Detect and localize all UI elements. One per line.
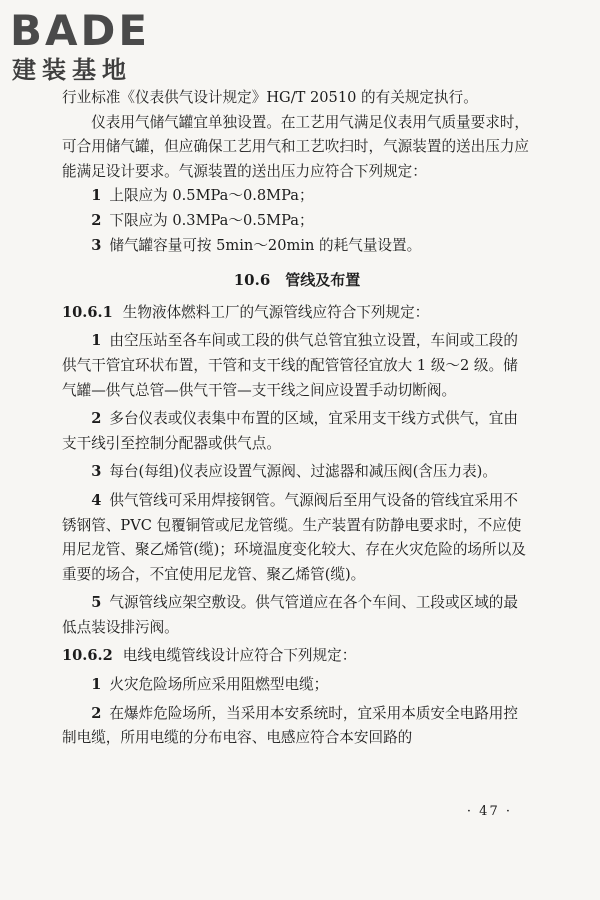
- item-number: 1: [91, 332, 102, 350]
- item-number: 3: [91, 236, 102, 254]
- clause-text: 电线电缆管线设计应符合下列规定：: [122, 647, 357, 665]
- item-text: 储气罐容量可按 5min～20min 的耗气量设置。: [109, 236, 422, 254]
- page-number: · 47 ·: [466, 804, 512, 819]
- intro-paragraph: 仪表用气储气罐宜单独设置。在工艺用气满足仪表用气质量要求时，可合用储气罐，但应确保工艺用气和工艺吹扫时，气源装置的送出压力应能满足设计要求。气源装置的送出压力应符合下列规定：: [62, 113, 530, 180]
- logo-wordmark: BADE: [10, 6, 151, 55]
- item-number: 3: [91, 463, 102, 481]
- list-item: [62, 460, 532, 485]
- logo-subtitle: 建装基地: [12, 56, 132, 84]
- item-text: 下限应为 0.3MPa～0.5MPa；: [109, 211, 314, 229]
- item-number: 4: [91, 491, 102, 509]
- clause-heading: [62, 301, 532, 326]
- list-item: [62, 407, 532, 456]
- item-text: 气源管线应架空敷设。供气管道应在各个车间、工段或区域的最低点装设排污阀。: [62, 594, 518, 636]
- item-number: 1: [91, 676, 102, 694]
- item-number: 2: [91, 704, 102, 722]
- item-text: 多台仪表或仪表集中布置的区域，宜采用支干线方式供气，宜由支干线引至控制分配器或供气点。: [62, 410, 518, 452]
- clause-text: 生物液体燃料工厂的气源管线应符合下列规定：: [122, 303, 430, 321]
- list-item: [62, 329, 532, 403]
- item-number: 5: [91, 594, 102, 612]
- item-text: 在爆炸危险场所，当采用本安系统时，宜采用本质安全电路用控制电缆，所用电缆的分布电容、电感应符合本安回路的: [62, 704, 518, 747]
- item-number: 2: [91, 211, 102, 229]
- item-number: 1: [91, 187, 102, 205]
- clause-heading: [62, 644, 532, 669]
- watermark-logo: [0, 0, 180, 100]
- list-item: [62, 591, 532, 640]
- list-item: [62, 184, 532, 209]
- item-text: 由空压站至各车间或工段的供气总管宜独立设置，车间或工段的供气干管宜环状布置，干管和支干线的配管管径宜放大 1 级～2 级。储气罐—供气总管—供气干管—支干线之间应设置手动切断阀。: [62, 332, 518, 399]
- section-title: 10.6 管线及布置: [233, 271, 361, 290]
- list-item: [62, 234, 532, 259]
- list-item: [62, 673, 532, 698]
- item-text: 火灾危险场所应采用阻燃型电缆；: [109, 676, 329, 694]
- list-item: [62, 702, 532, 751]
- document-body: [62, 86, 532, 751]
- list-item: [62, 209, 532, 234]
- item-text: 每台(每组)仪表应设置气源阀、过滤器和减压阀(含压力表)。: [109, 463, 497, 481]
- item-text: 供气管线可采用焊接钢管。气源阀后至用气设备的管线宜采用不锈钢管、PVC 包覆铜管或尼龙管缆。生产装置有防静电要求时，不应使用尼龙管、聚乙烯管(缆)；环境温度变化较大、存在火灾危险的场所以及重要的场合，不宜使用尼龙管、聚乙烯管(缆)。: [62, 491, 526, 583]
- clause-number: 10.6.1: [62, 303, 113, 321]
- intro-line: 行业标准《仪表供气设计规定》HG/T 20510 的有关规定执行。: [62, 89, 478, 106]
- clause-number: 10.6.2: [62, 647, 113, 665]
- list-item: [62, 489, 532, 587]
- item-text: 上限应为 0.5MPa～0.8MPa；: [109, 187, 314, 205]
- item-number: 2: [91, 410, 102, 428]
